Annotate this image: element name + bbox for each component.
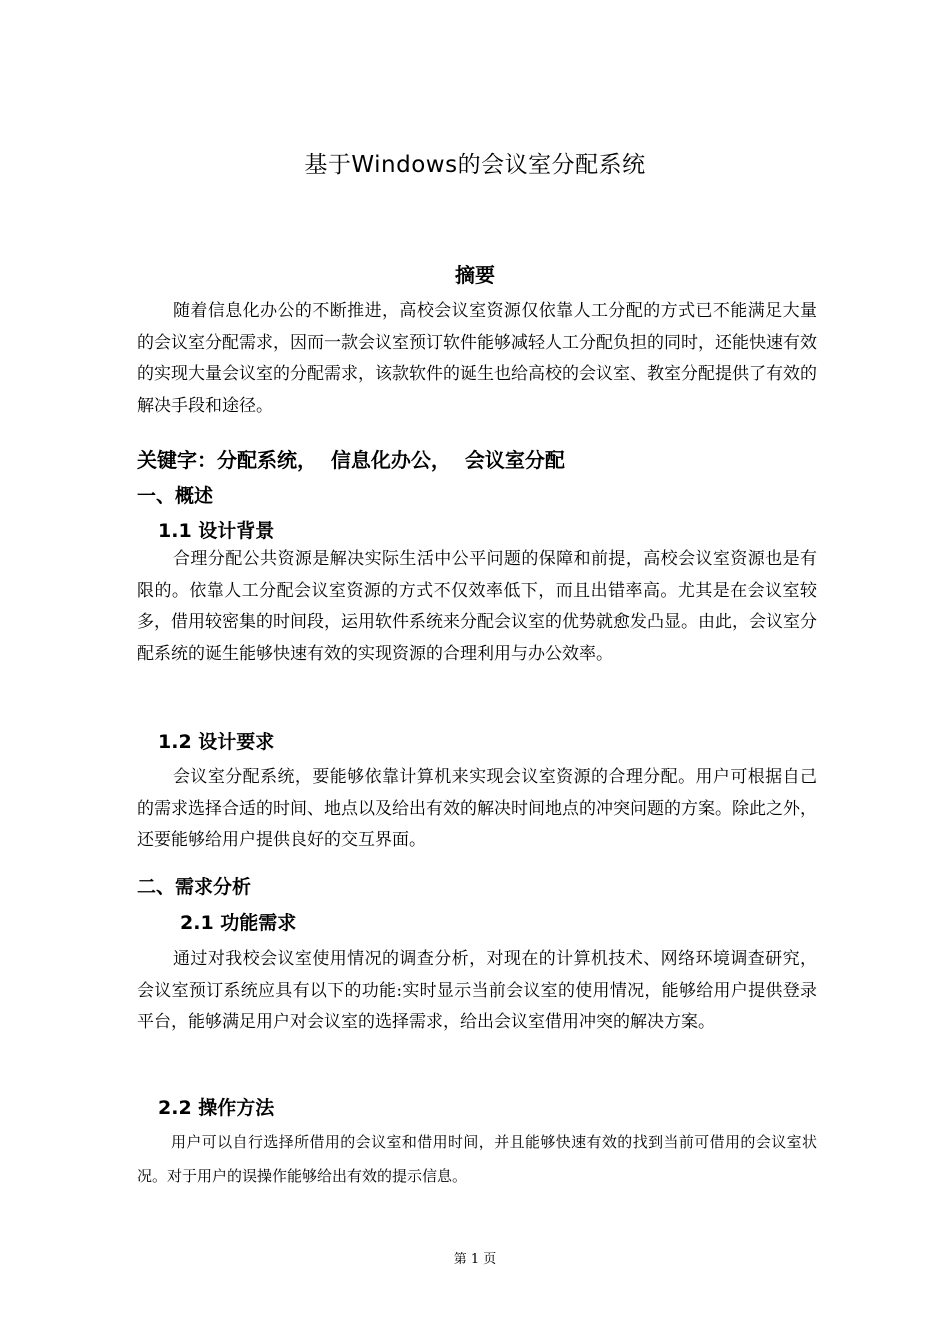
section2-2-heading: 2.2 操作方法 <box>158 1097 275 1119</box>
abstract-text: 随着信息化办公的不断推进，高校会议室资源仅依靠人工分配的方式已不能满足大量的会议室分配需求，因而一款会议室预订软件能够减轻人工分配负担的同时，还能快速有效的实现大量会议室的分配需求，该款软件的诞生也给高校的会议室、教室分配提供了有效的解决手段和途径。 <box>137 301 817 416</box>
section1-2-text: 会议室分配系统，要能够依靠计算机来实现会议室资源的合理分配。用户可根据自己的需求选择合适的时间、地点以及给出有效的解决时间地点的冲突问题的方案。除此之外，还要能够给用户提供良好的交互界面。 <box>137 767 817 850</box>
section2-heading: 二、需求分析 <box>137 876 252 898</box>
section2-1-heading: 2.1 功能需求 <box>180 912 297 934</box>
page-number: 第 1 页 <box>453 1252 497 1267</box>
section1-1-heading: 1.1 设计背景 <box>158 520 275 542</box>
section2-1-text: 通过对我校会议室使用情况的调查分析，对现在的计算机技术、网络环境调查研究，会议室预订系统应具有以下的功能:实时显示当前会议室的使用情况，能够给用户提供登录平台，能够满足用户对会议室的选择需求，给出会议室借用冲突的解决方案。 <box>137 949 817 1032</box>
section1-1-text: 合理分配公共资源是解决实际生活中公平问题的保障和前提，高校会议室资源也是有限的。依靠人工分配会议室资源的方式不仅效率低下，而且出错率高。尤其是在会议室较多，借用较密集的时间段，运用软件系统来分配会议室的优势就愈发凸显。由此，会议室分配系统的诞生能够快速有效的实现资源的合理利用与办公效率。 <box>137 549 817 664</box>
section1-heading: 一、概述 <box>137 485 214 507</box>
document-title: 基于Windows的会议室分配系统 <box>304 152 646 178</box>
keywords: 关键字：分配系统， 信息化办公， 会议室分配 <box>137 448 565 472</box>
abstract-heading: 摘要 <box>455 263 495 287</box>
section1-2-heading: 1.2 设计要求 <box>158 731 275 753</box>
section2-2-text: 用户可以自行选择所借用的会议室和借用时间，并且能够快速有效的找到当前可借用的会议室状况。对于用户的误操作能够给出有效的提示信息。 <box>137 1133 817 1185</box>
